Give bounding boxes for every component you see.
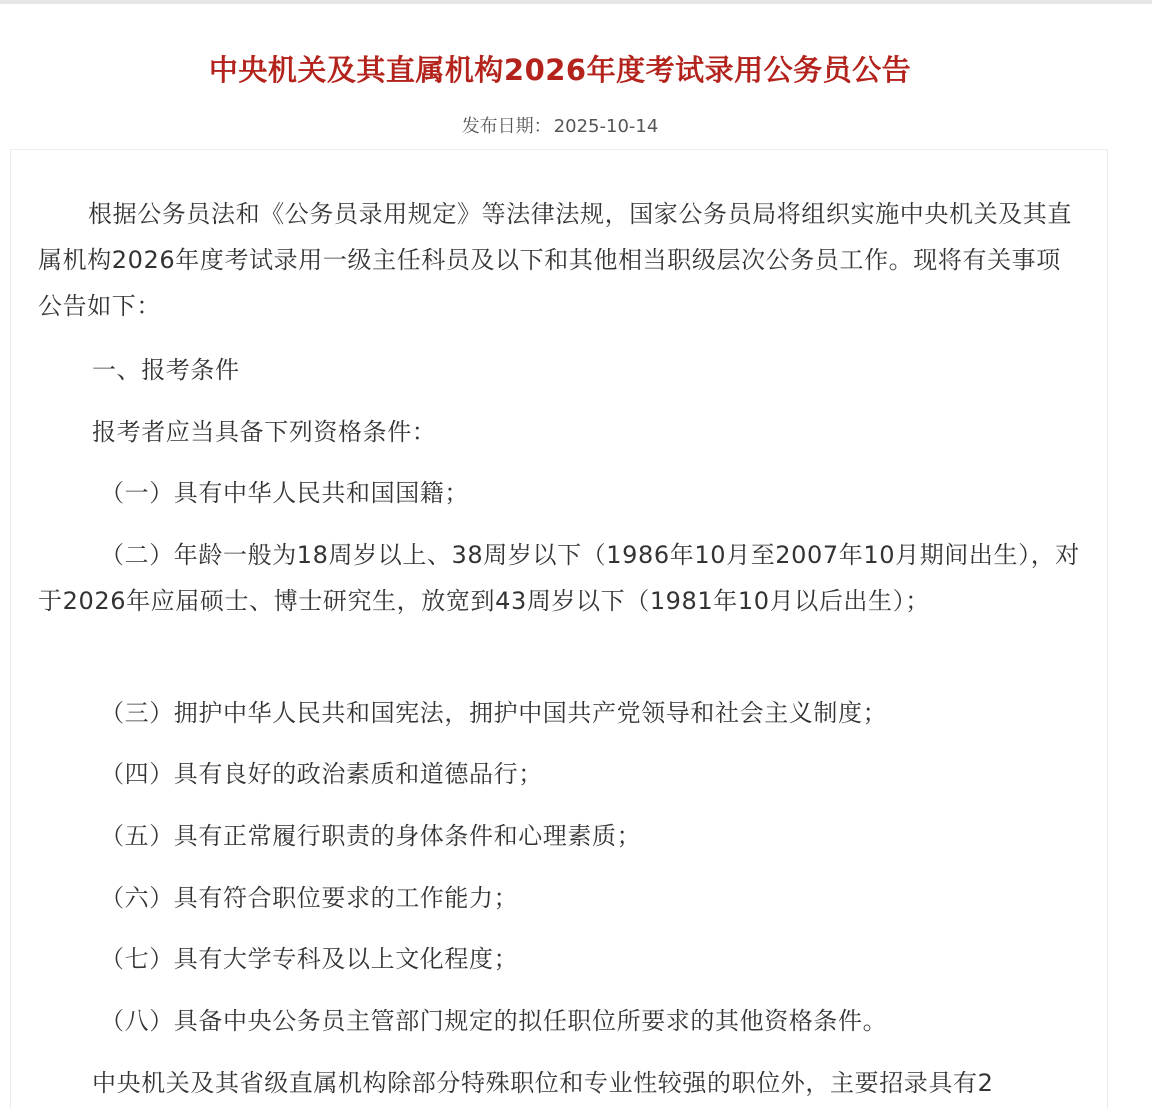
list-item: （四）具有良好的政治素质和道德品行； [100, 760, 543, 788]
list-item: （七）具有大学专科及以上文化程度； [100, 945, 519, 973]
next-paragraph-partial: 中央机关及其省级直属机构除部分特殊职位和专业性较强的职位外，主要招录具有2 [92, 1069, 994, 1097]
publish-date-value: 2025-10-14 [553, 116, 659, 137]
list-item: （二）年龄一般为18周岁以上、38周岁以下（1986年10月至2007年10月期间出生），对于2026年应届硕士、博士研究生，放宽到43周岁以下（1981年10月以后出生）； [38, 541, 1080, 615]
intro-paragraph: 根据公务员法和《公务员录用规定》等法律法规，国家公务员局将组织实施中央机关及其直属机构2026年度考试录用一级主任科员及以下和其他相当职级层次公务员工作。现将有关事项公告如下： [38, 200, 1072, 320]
section-heading-eligibility: 一、报考条件 [92, 356, 240, 384]
publish-date-label: 发布日期： [461, 116, 552, 137]
list-item: （六）具有符合职位要求的工作能力； [100, 884, 519, 912]
top-divider [0, 0, 1152, 4]
list-item: （八）具备中央公务员主管部门规定的拟任职位所要求的其他资格条件。 [100, 1007, 888, 1035]
list-item: （三）拥护中华人民共和国宪法，拥护中国共产党领导和社会主义制度； [100, 699, 888, 727]
list-item: （一）具有中华人民共和国国籍； [100, 479, 469, 507]
publish-date [0, 112, 1120, 138]
list-item: （五）具有正常履行职责的身体条件和心理素质； [100, 822, 642, 850]
section-lead: 报考者应当具备下列资格条件： [92, 418, 437, 446]
page-title: 中央机关及其直属机构2026年度考试录用公务员公告 [208, 53, 912, 87]
